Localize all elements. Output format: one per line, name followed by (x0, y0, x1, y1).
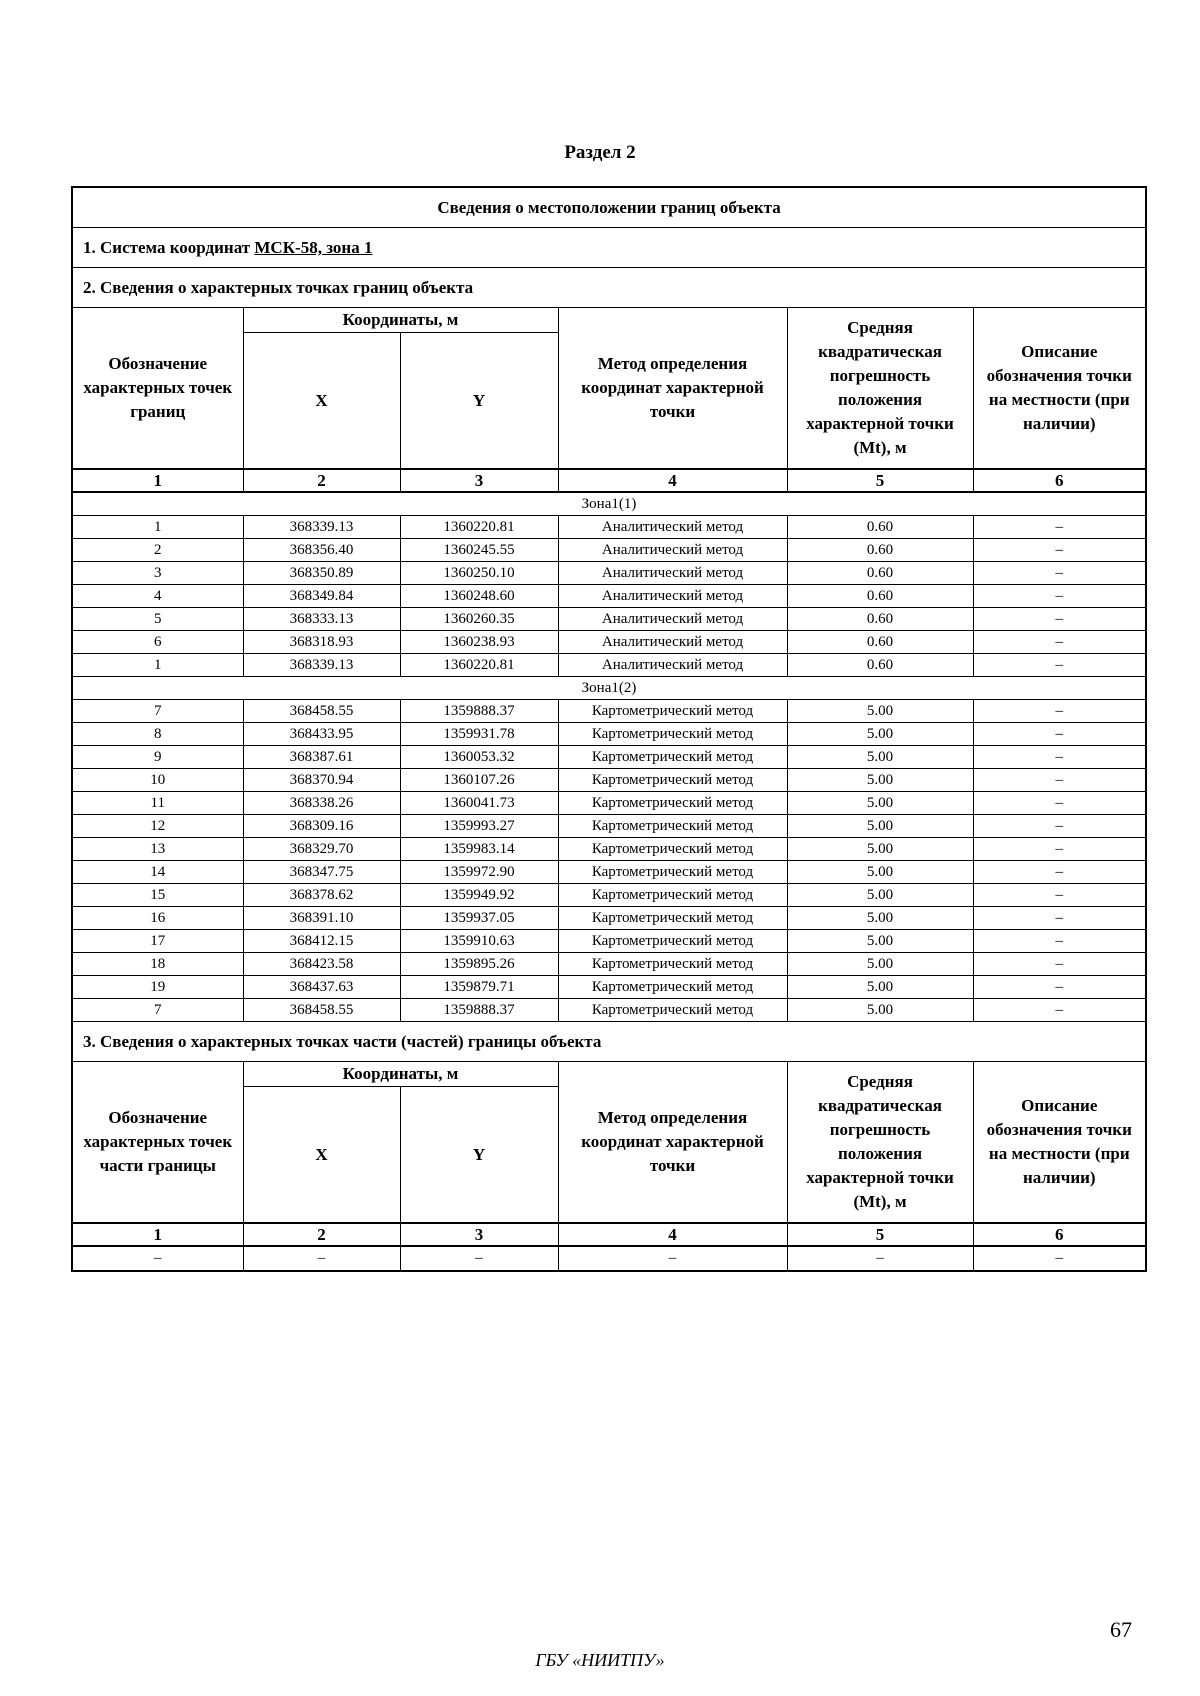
method: Картометрический метод (558, 976, 787, 999)
error: 5.00 (787, 723, 973, 746)
description: – (973, 1246, 1146, 1271)
method: Картометрический метод (558, 723, 787, 746)
error: 5.00 (787, 907, 973, 930)
method: Аналитический метод (558, 539, 787, 562)
coord-y: 1360248.60 (400, 585, 558, 608)
column-number: 1 (72, 1223, 243, 1246)
method: Картометрический метод (558, 953, 787, 976)
description: – (973, 792, 1146, 815)
column-number: 4 (558, 1223, 787, 1246)
description: – (973, 608, 1146, 631)
point-number: 3 (72, 562, 243, 585)
coord-y: 1360238.93 (400, 631, 558, 654)
point-number: 6 (72, 631, 243, 654)
header-method-part: Метод определения координат характерной точки (558, 1062, 787, 1224)
description: – (973, 585, 1146, 608)
coord-y: 1359937.05 (400, 907, 558, 930)
coord-x: 368387.61 (243, 746, 400, 769)
method: Картометрический метод (558, 769, 787, 792)
table-title: Сведения о местоположении границ объекта (72, 187, 1146, 228)
column-number: 5 (787, 1223, 973, 1246)
table-row (72, 884, 1146, 907)
method: Картометрический метод (558, 815, 787, 838)
table-row (72, 999, 1146, 1022)
description: – (973, 815, 1146, 838)
column-number: 1 (72, 469, 243, 492)
column-number: 6 (973, 1223, 1146, 1246)
method: Картометрический метод (558, 907, 787, 930)
coord-x: 368338.26 (243, 792, 400, 815)
error: 5.00 (787, 976, 973, 999)
coord-x: 368339.13 (243, 654, 400, 677)
boundary-info-table-wrapper (71, 186, 1145, 1272)
point-number: 19 (72, 976, 243, 999)
method: Аналитический метод (558, 516, 787, 539)
error: 5.00 (787, 953, 973, 976)
method: Аналитический метод (558, 585, 787, 608)
description: – (973, 700, 1146, 723)
column-number: 3 (400, 469, 558, 492)
error: 0.60 (787, 608, 973, 631)
coord-y: 1360107.26 (400, 769, 558, 792)
method: Картометрический метод (558, 746, 787, 769)
error: 0.60 (787, 654, 973, 677)
coord-y: 1360260.35 (400, 608, 558, 631)
description: – (973, 746, 1146, 769)
coord-x: 368309.16 (243, 815, 400, 838)
coord-x: 368458.55 (243, 700, 400, 723)
table-row (72, 792, 1146, 815)
header-y-part: Y (400, 1087, 558, 1224)
table-row (72, 654, 1146, 677)
header-description-part: Описание обозначения точки на местности (при наличии) (973, 1062, 1146, 1224)
method: Картометрический метод (558, 999, 787, 1022)
coord-system-row (72, 228, 1146, 268)
table-row (72, 907, 1146, 930)
error: 5.00 (787, 769, 973, 792)
zone-row (72, 492, 1146, 516)
table-row (72, 631, 1146, 654)
description: – (973, 838, 1146, 861)
header-designation: Обозначение характерных точек границ (72, 308, 243, 470)
description: – (973, 884, 1146, 907)
coord-x: 368370.94 (243, 769, 400, 792)
point-number: 18 (72, 953, 243, 976)
description: – (973, 654, 1146, 677)
error: 5.00 (787, 815, 973, 838)
coord-y: 1360250.10 (400, 562, 558, 585)
coord-x: 368433.95 (243, 723, 400, 746)
column-number: 6 (973, 469, 1146, 492)
coord-y: 1359879.71 (400, 976, 558, 999)
point-number: 1 (72, 516, 243, 539)
point-number: 9 (72, 746, 243, 769)
point-number: – (72, 1246, 243, 1271)
description: – (973, 953, 1146, 976)
header-description: Описание обозначения точки на местности (при наличии) (973, 308, 1146, 470)
coord-x: 368349.84 (243, 585, 400, 608)
column-number: 2 (243, 469, 400, 492)
table-row (72, 769, 1146, 792)
method: – (558, 1246, 787, 1271)
section-title: Раздел 2 (564, 142, 636, 163)
error: 0.60 (787, 516, 973, 539)
description: – (973, 930, 1146, 953)
point-number: 7 (72, 700, 243, 723)
coord-x: 368378.62 (243, 884, 400, 907)
coord-y: – (400, 1246, 558, 1271)
point-number: 14 (72, 861, 243, 884)
table-row (72, 539, 1146, 562)
coord-system-value: МСК-58, зона 1 (254, 238, 373, 257)
error: 0.60 (787, 562, 973, 585)
error: 5.00 (787, 884, 973, 907)
zone-name: Зона1(2) (72, 677, 1146, 700)
method: Картометрический метод (558, 861, 787, 884)
coord-x: 368347.75 (243, 861, 400, 884)
coord-x: 368350.89 (243, 562, 400, 585)
error: 5.00 (787, 792, 973, 815)
header-y: Y (400, 333, 558, 470)
table-row (72, 930, 1146, 953)
error: 5.00 (787, 861, 973, 884)
table-row (72, 976, 1146, 999)
method: Аналитический метод (558, 562, 787, 585)
part3-row (72, 1246, 1146, 1271)
coord-y: 1360220.81 (400, 654, 558, 677)
column-number: 5 (787, 469, 973, 492)
coord-y: 1359895.26 (400, 953, 558, 976)
coord-x: 368329.70 (243, 838, 400, 861)
footer-organization: ГБУ «НИИТПУ» (535, 1650, 665, 1670)
coord-y: 1359888.37 (400, 700, 558, 723)
error: 0.60 (787, 631, 973, 654)
description: – (973, 562, 1146, 585)
point-number: 1 (72, 654, 243, 677)
coord-y: 1359983.14 (400, 838, 558, 861)
point-number: 2 (72, 539, 243, 562)
table-row (72, 700, 1146, 723)
point-number: 10 (72, 769, 243, 792)
coord-x: 368437.63 (243, 976, 400, 999)
table-row (72, 585, 1146, 608)
error: 0.60 (787, 585, 973, 608)
coord-y: 1359931.78 (400, 723, 558, 746)
coord-y: 1359888.37 (400, 999, 558, 1022)
table-row (72, 608, 1146, 631)
error: 5.00 (787, 930, 973, 953)
table-row (72, 562, 1146, 585)
boundary-info-table (71, 186, 1147, 1272)
method: Картометрический метод (558, 930, 787, 953)
coord-y: 1359993.27 (400, 815, 558, 838)
coord-y: 1359972.90 (400, 861, 558, 884)
coord-x: 368339.13 (243, 516, 400, 539)
column-numbers-row (72, 469, 1146, 492)
error: – (787, 1246, 973, 1271)
coord-x: 368423.58 (243, 953, 400, 976)
point-number: 5 (72, 608, 243, 631)
coord-x: 368333.13 (243, 608, 400, 631)
coord-y: 1360220.81 (400, 516, 558, 539)
description: – (973, 516, 1146, 539)
description: – (973, 539, 1146, 562)
error: 5.00 (787, 746, 973, 769)
coord-y: 1360053.32 (400, 746, 558, 769)
coord-x: 368356.40 (243, 539, 400, 562)
method: Аналитический метод (558, 654, 787, 677)
point-number: 16 (72, 907, 243, 930)
column-number: 2 (243, 1223, 400, 1246)
method: Аналитический метод (558, 608, 787, 631)
description: – (973, 861, 1146, 884)
header-method: Метод определения координат характерной точки (558, 308, 787, 470)
description: – (973, 976, 1146, 999)
page-number: 67 (1110, 1617, 1132, 1642)
point-number: 4 (72, 585, 243, 608)
table-row (72, 516, 1146, 539)
coord-system-label: 1. Система координат (83, 238, 255, 257)
description: – (973, 999, 1146, 1022)
coord-x: 368391.10 (243, 907, 400, 930)
header-error: Средняя квадратическая погрешность положения характерной точки (Mt), м (787, 308, 973, 470)
description: – (973, 769, 1146, 792)
header-x-part: X (243, 1087, 400, 1224)
column-number: 4 (558, 469, 787, 492)
coord-x: 368412.15 (243, 930, 400, 953)
table-row (72, 953, 1146, 976)
table-row (72, 861, 1146, 884)
error: 5.00 (787, 838, 973, 861)
part3-title: 3. Сведения о характерных точках части (частей) границы объекта (72, 1022, 1146, 1062)
error: 5.00 (787, 999, 973, 1022)
method: Картометрический метод (558, 838, 787, 861)
point-number: 13 (72, 838, 243, 861)
zone-row (72, 677, 1146, 700)
column-number: 3 (400, 1223, 558, 1246)
header-coords-part: Координаты, м (243, 1062, 558, 1087)
part2-title: 2. Сведения о характерных точках границ объекта (72, 268, 1146, 308)
coord-x: 368318.93 (243, 631, 400, 654)
point-number: 11 (72, 792, 243, 815)
method: Аналитический метод (558, 631, 787, 654)
error: 5.00 (787, 700, 973, 723)
method: Картометрический метод (558, 792, 787, 815)
zone-name: Зона1(1) (72, 492, 1146, 516)
coord-y: 1359910.63 (400, 930, 558, 953)
point-number: 17 (72, 930, 243, 953)
table-row (72, 723, 1146, 746)
method: Картометрический метод (558, 884, 787, 907)
table-row (72, 815, 1146, 838)
description: – (973, 723, 1146, 746)
table-row (72, 838, 1146, 861)
point-number: 7 (72, 999, 243, 1022)
description: – (973, 907, 1146, 930)
method: Картометрический метод (558, 700, 787, 723)
point-number: 8 (72, 723, 243, 746)
table-row (72, 746, 1146, 769)
coord-y: 1360245.55 (400, 539, 558, 562)
header-coords: Координаты, м (243, 308, 558, 333)
header-designation-part: Обозначение характерных точек части границы (72, 1062, 243, 1224)
error: 0.60 (787, 539, 973, 562)
column-numbers-row (72, 1223, 1146, 1246)
coord-y: 1360041.73 (400, 792, 558, 815)
point-number: 15 (72, 884, 243, 907)
point-number: 12 (72, 815, 243, 838)
coord-x: – (243, 1246, 400, 1271)
header-x: X (243, 333, 400, 470)
coord-y: 1359949.92 (400, 884, 558, 907)
header-error-part: Средняя квадратическая погрешность положения характерной точки (Mt), м (787, 1062, 973, 1224)
coord-x: 368458.55 (243, 999, 400, 1022)
description: – (973, 631, 1146, 654)
